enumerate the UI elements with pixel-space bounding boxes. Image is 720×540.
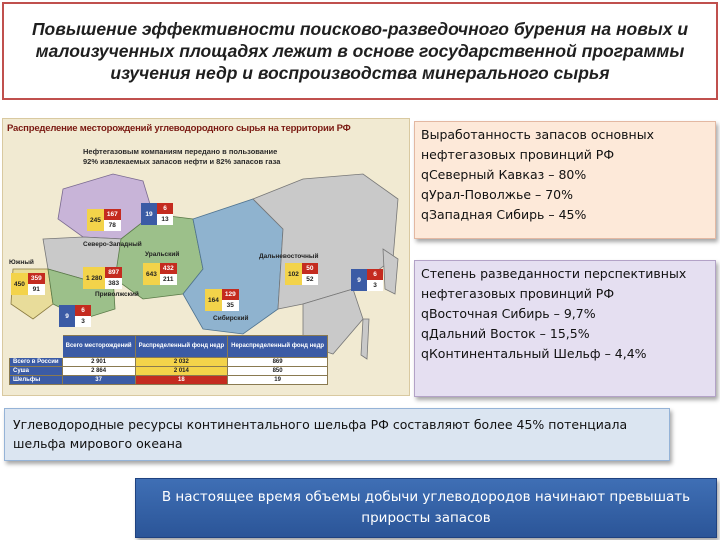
slide-title: Повышение эффективности поисково-разведочного бурения на новых и малоизученных площадях лежит в основе государственной программы изучения недр и воспроизводства минерального сырья bbox=[31, 19, 689, 83]
stat-box-barents bbox=[141, 203, 173, 225]
stat-undistributed: 3 bbox=[367, 280, 383, 291]
depletion-item-text: Северный Кавказ – 80% bbox=[428, 167, 587, 182]
legend-row-label: Суша bbox=[10, 367, 63, 376]
stat-total: 450 bbox=[11, 273, 28, 295]
bullet-icon: q bbox=[421, 187, 429, 202]
stat-distributed: 167 bbox=[104, 209, 121, 220]
bullet-icon: q bbox=[421, 207, 429, 222]
depletion-item bbox=[421, 165, 709, 185]
depletion-item-text: Урал-Поволжье – 70% bbox=[428, 187, 573, 202]
stat-distributed: 6 bbox=[157, 203, 173, 214]
stat-total: 19 bbox=[141, 203, 157, 225]
depletion-item bbox=[421, 205, 709, 225]
map-sakhalin bbox=[361, 319, 369, 359]
stat-undistributed: 35 bbox=[222, 300, 239, 311]
legend-header-undistributed: Нераспределенный фонд недр bbox=[228, 336, 328, 358]
depletion-heading: Выработанность запасов основных нефтегазовых провинций РФ bbox=[421, 127, 654, 162]
stat-total: 9 bbox=[59, 305, 75, 327]
stat-box-ural bbox=[143, 263, 177, 285]
stat-distributed: 50 bbox=[302, 263, 318, 274]
region-label-fareast: Дальневосточный bbox=[259, 253, 319, 260]
exploration-item bbox=[421, 344, 709, 364]
legend-distributed: 2 032 bbox=[135, 358, 228, 367]
legend-total: 37 bbox=[62, 376, 135, 385]
stat-undistributed: 383 bbox=[105, 278, 122, 289]
legend-total: 2 901 bbox=[62, 358, 135, 367]
stat-total: 9 bbox=[351, 269, 367, 291]
legend-row bbox=[10, 367, 328, 376]
exploration-heading: Степень разведанности перспективных нефтегазовых провинций РФ bbox=[421, 266, 687, 301]
stat-box-northwest bbox=[87, 209, 121, 231]
bullet-icon: q bbox=[421, 167, 429, 182]
stat-total: 1 280 bbox=[83, 267, 105, 289]
region-label-northwest: Северо-Западный bbox=[83, 241, 142, 248]
stat-distributed: 359 bbox=[28, 273, 45, 284]
stat-box-caspian bbox=[59, 305, 91, 327]
depletion-item bbox=[421, 185, 709, 205]
exploration-item-text: Дальний Восток – 15,5% bbox=[428, 326, 590, 341]
stat-undistributed: 211 bbox=[160, 274, 177, 285]
legend-distributed: 18 bbox=[135, 376, 228, 385]
shelf-resources-text: Углеводородные ресурсы континентального шельфа РФ составляют более 45% потенциала шельфа мирового океана bbox=[13, 417, 628, 451]
legend-distributed: 2 014 bbox=[135, 367, 228, 376]
legend-row bbox=[10, 376, 328, 385]
region-label-south: Южный bbox=[9, 259, 34, 266]
legend-header-total: Всего месторождений bbox=[62, 336, 135, 358]
exploration-item bbox=[421, 304, 709, 324]
legend-header-distributed: Распределенный фонд недр bbox=[135, 336, 228, 358]
legend-row bbox=[10, 358, 328, 367]
region-label-ural: Уральский bbox=[145, 251, 180, 258]
legend-undistributed: 19 bbox=[228, 376, 328, 385]
exploration-item bbox=[421, 324, 709, 344]
bullet-icon: q bbox=[421, 346, 429, 361]
legend-undistributed: 869 bbox=[228, 358, 328, 367]
stat-distributed: 6 bbox=[75, 305, 91, 316]
stat-distributed: 6 bbox=[367, 269, 383, 280]
production-conclusion-text: В настоящее время объемы добычи углеводородов начинают превышать приросты запасов bbox=[161, 489, 691, 526]
russia-map-figure bbox=[2, 118, 410, 396]
stat-undistributed: 3 bbox=[75, 316, 91, 327]
map-kamchatka bbox=[383, 249, 398, 294]
shelf-resources-box bbox=[4, 408, 670, 461]
stat-distributed: 432 bbox=[160, 263, 177, 274]
stat-total: 164 bbox=[205, 289, 222, 311]
stat-distributed: 129 bbox=[222, 289, 239, 300]
legend-undistributed: 850 bbox=[228, 367, 328, 376]
exploration-item-text: Континентальный Шельф – 4,4% bbox=[428, 346, 647, 361]
region-label-siberia: Сибирский bbox=[213, 315, 249, 322]
stat-undistributed: 13 bbox=[157, 214, 173, 225]
stat-distributed: 897 bbox=[105, 267, 122, 278]
exploration-item-text: Восточная Сибирь – 9,7% bbox=[428, 306, 596, 321]
legend-header-row bbox=[10, 336, 328, 358]
region-label-privolzhsky: Приволжский bbox=[95, 291, 139, 298]
legend-corner bbox=[10, 336, 63, 358]
map-title: Распределение месторождений углеводородного сырья на территории РФ bbox=[7, 123, 351, 134]
stat-undistributed: 78 bbox=[104, 220, 121, 231]
map-legend-table bbox=[9, 335, 328, 385]
slide-title-box bbox=[2, 2, 718, 100]
stat-box-privolzhsky bbox=[83, 267, 122, 289]
stat-box-fareast-shelf bbox=[351, 269, 383, 291]
map-note: Нефтегазовым компаниям передано в пользование 92% извлекаемых запасов нефти и 82% запасов газа bbox=[83, 147, 281, 166]
legend-row-label: Всего в России bbox=[10, 358, 63, 367]
production-conclusion-box bbox=[135, 478, 717, 538]
legend-total: 2 864 bbox=[62, 367, 135, 376]
depletion-item-text: Западная Сибирь – 45% bbox=[428, 207, 587, 222]
bullet-icon: q bbox=[421, 326, 429, 341]
stat-box-south bbox=[11, 273, 45, 295]
stat-total: 643 bbox=[143, 263, 160, 285]
stat-undistributed: 52 bbox=[302, 274, 318, 285]
bullet-icon: q bbox=[421, 306, 429, 321]
stat-total: 102 bbox=[285, 263, 302, 285]
stat-total: 245 bbox=[87, 209, 104, 231]
stat-undistributed: 91 bbox=[28, 284, 45, 295]
stat-box-siberia bbox=[205, 289, 239, 311]
legend-row-label: Шельфы bbox=[10, 376, 63, 385]
depletion-info-box bbox=[414, 121, 716, 239]
stat-box-fareast bbox=[285, 263, 318, 285]
exploration-info-box bbox=[414, 260, 716, 397]
